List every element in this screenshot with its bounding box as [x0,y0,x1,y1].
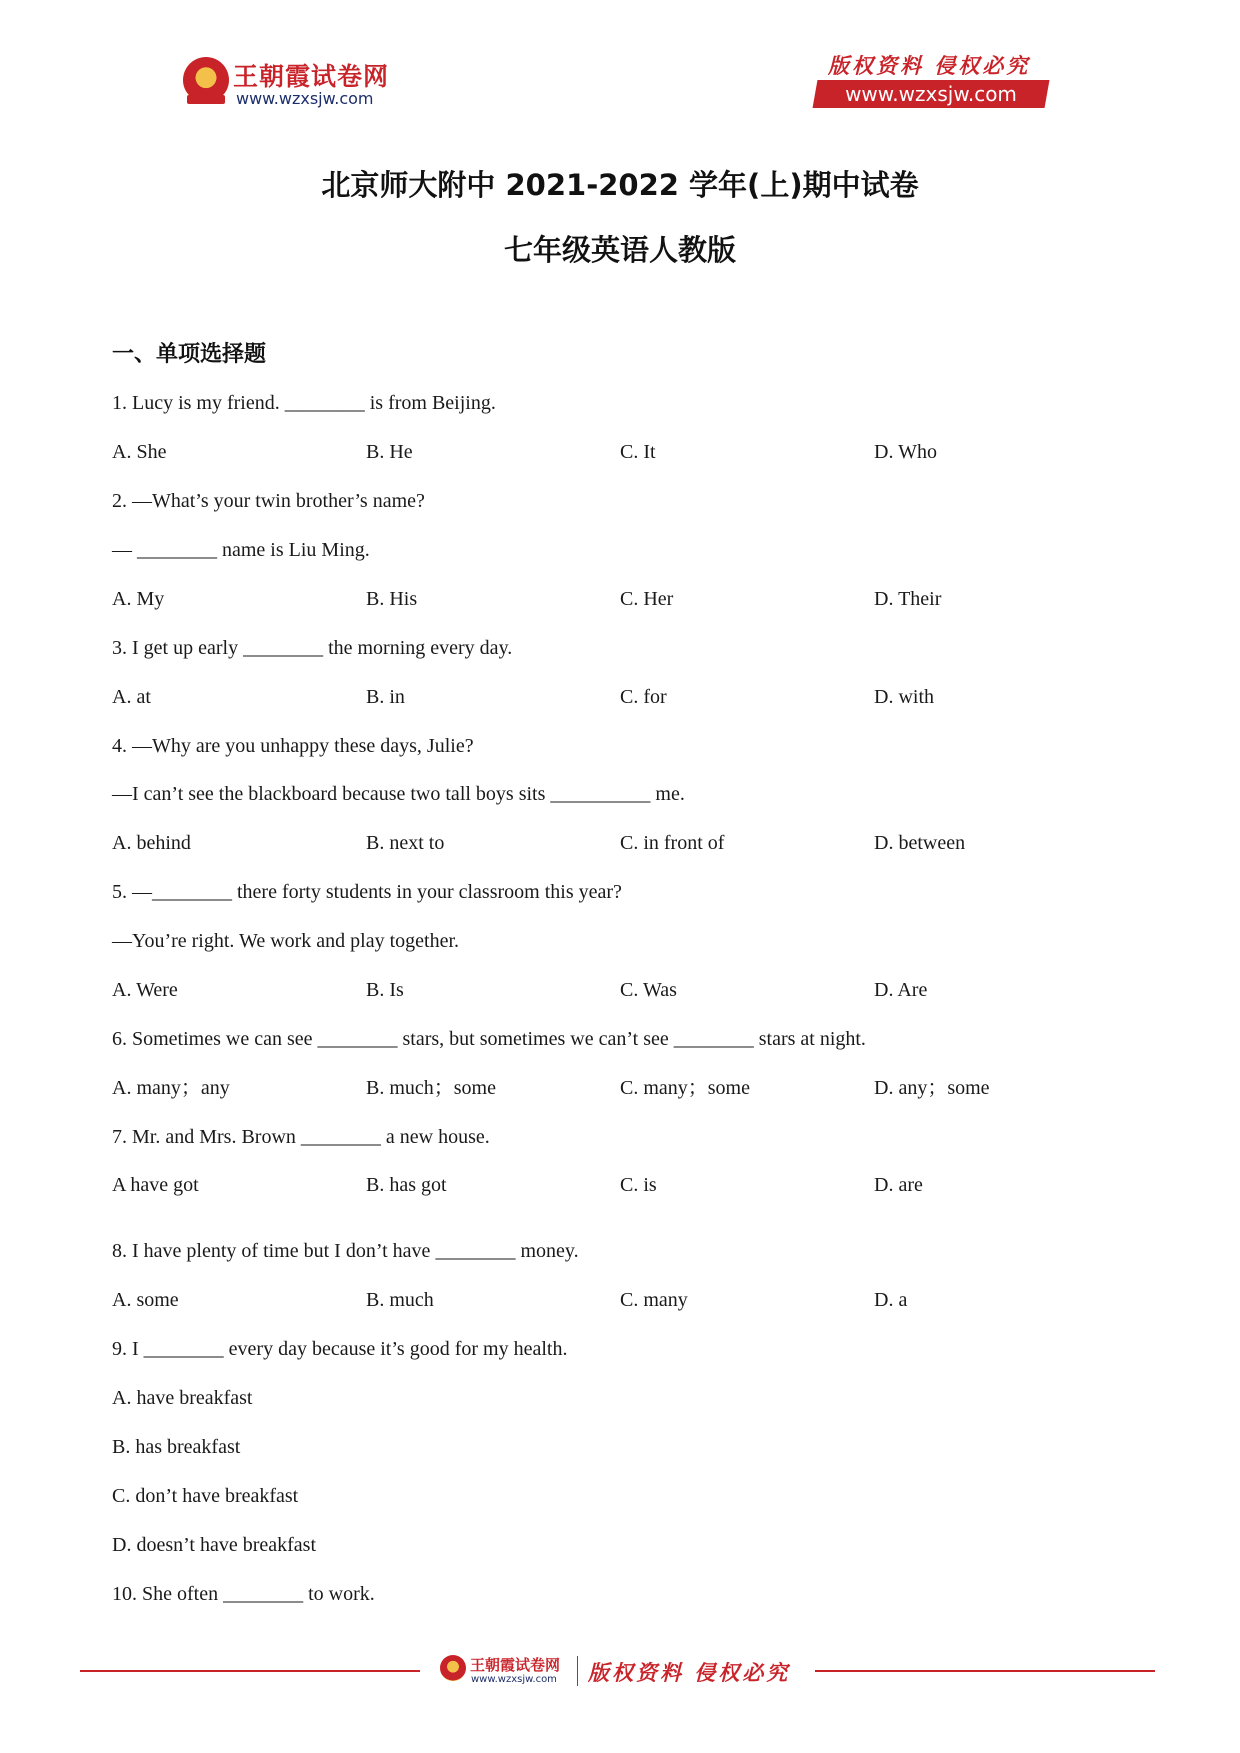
copyright-notice: 版权资料 侵权必究 [828,53,1031,78]
section-title: 一、单项选择题 [112,342,267,367]
footer-rule-right [815,1670,1155,1672]
footer-copyright: 版权资料 侵权必究 [588,1660,791,1685]
question-line: —You’re right. We work and play together. [112,930,460,952]
option-a: A. She [112,441,167,463]
option-a: A. My [112,588,165,610]
question-stem: 6. Sometimes we can see ________ stars, but sometimes we can’t see ________ stars at night. [112,1028,866,1050]
question-stem: 3. I get up early ________ the morning every day. [112,637,513,659]
seal-ribbon [187,95,225,104]
footer-rule-left [80,1670,420,1672]
option-a: A. behind [112,832,191,854]
option-c: C. many；some [620,1077,750,1099]
option-c: C. don’t have breakfast [112,1485,299,1507]
option-d: D. between [874,832,966,854]
option-d: D. are [874,1174,923,1196]
option-a: A. Were [112,979,178,1001]
option-b: B. next to [366,832,445,854]
question-stem: 5. —________ there forty students in your classroom this year? [112,881,622,903]
footer-logo-url: www.wzxsjw.com [471,1674,557,1685]
question-line: — ________ name is Liu Ming. [112,539,370,561]
question-stem: 10. She often ________ to work. [112,1583,375,1605]
exam-subtitle: 七年级英语人教版 [503,233,736,267]
question-line: —I can’t see the blackboard because two tall boys sits __________ me. [112,783,685,805]
question-stem: 1. Lucy is my friend. ________ is from Beijing. [112,392,496,414]
option-a: A. some [112,1289,179,1311]
option-b: B. Is [366,979,404,1001]
url-banner-text: www.wzxsjw.com [845,82,1017,106]
option-b: B. has got [366,1174,447,1196]
page-footer [0,1640,1240,1700]
seal-icon [440,1655,466,1681]
option-d: D. doesn’t have breakfast [112,1534,317,1556]
option-c: C. It [620,441,656,463]
option-b: B. much [366,1289,434,1311]
option-d: D. any；some [874,1077,990,1099]
option-b: B. has breakfast [112,1436,241,1458]
option-a: A. many；any [112,1077,230,1099]
footer-divider [577,1656,578,1686]
option-c: C. is [620,1174,657,1196]
option-c: C. in front of [620,832,725,854]
option-c: C. Was [620,979,677,1001]
logo-name: 王朝霞试卷网 [233,62,390,91]
option-c: C. Her [620,588,674,610]
site-logo[interactable] [183,55,413,115]
option-d: D. with [874,686,934,708]
option-a: A. have breakfast [112,1387,253,1409]
logo-url: www.wzxsjw.com [236,89,374,108]
option-b: B. His [366,588,418,610]
option-b: B. He [366,441,413,463]
option-d: D. a [874,1289,908,1311]
option-d: D. Are [874,979,928,1001]
option-b: B. much；some [366,1077,496,1099]
exam-title: 北京师大附中 2021-2022 学年(上)期中试卷 [321,168,919,202]
footer-logo[interactable] [440,1652,570,1692]
question-stem: 7. Mr. and Mrs. Brown ________ a new house. [112,1126,490,1148]
question-stem: 8. I have plenty of time but I don’t have ________ money. [112,1240,579,1262]
option-a: A have got [112,1174,199,1196]
question-stem: 9. I ________ every day because it’s good for my health. [112,1338,568,1360]
url-banner[interactable] [813,80,1050,108]
option-c: C. for [620,686,667,708]
option-d: D. Who [874,441,937,463]
page-header [0,0,1240,130]
option-c: C. many [620,1289,688,1311]
option-b: B. in [366,686,405,708]
question-stem: 4. —Why are you unhappy these days, Julie? [112,735,474,757]
footer-logo-name: 王朝霞试卷网 [470,1656,561,1674]
option-a: A. at [112,686,151,708]
question-stem: 2. —What’s your twin brother’s name? [112,490,425,512]
option-d: D. Their [874,588,942,610]
